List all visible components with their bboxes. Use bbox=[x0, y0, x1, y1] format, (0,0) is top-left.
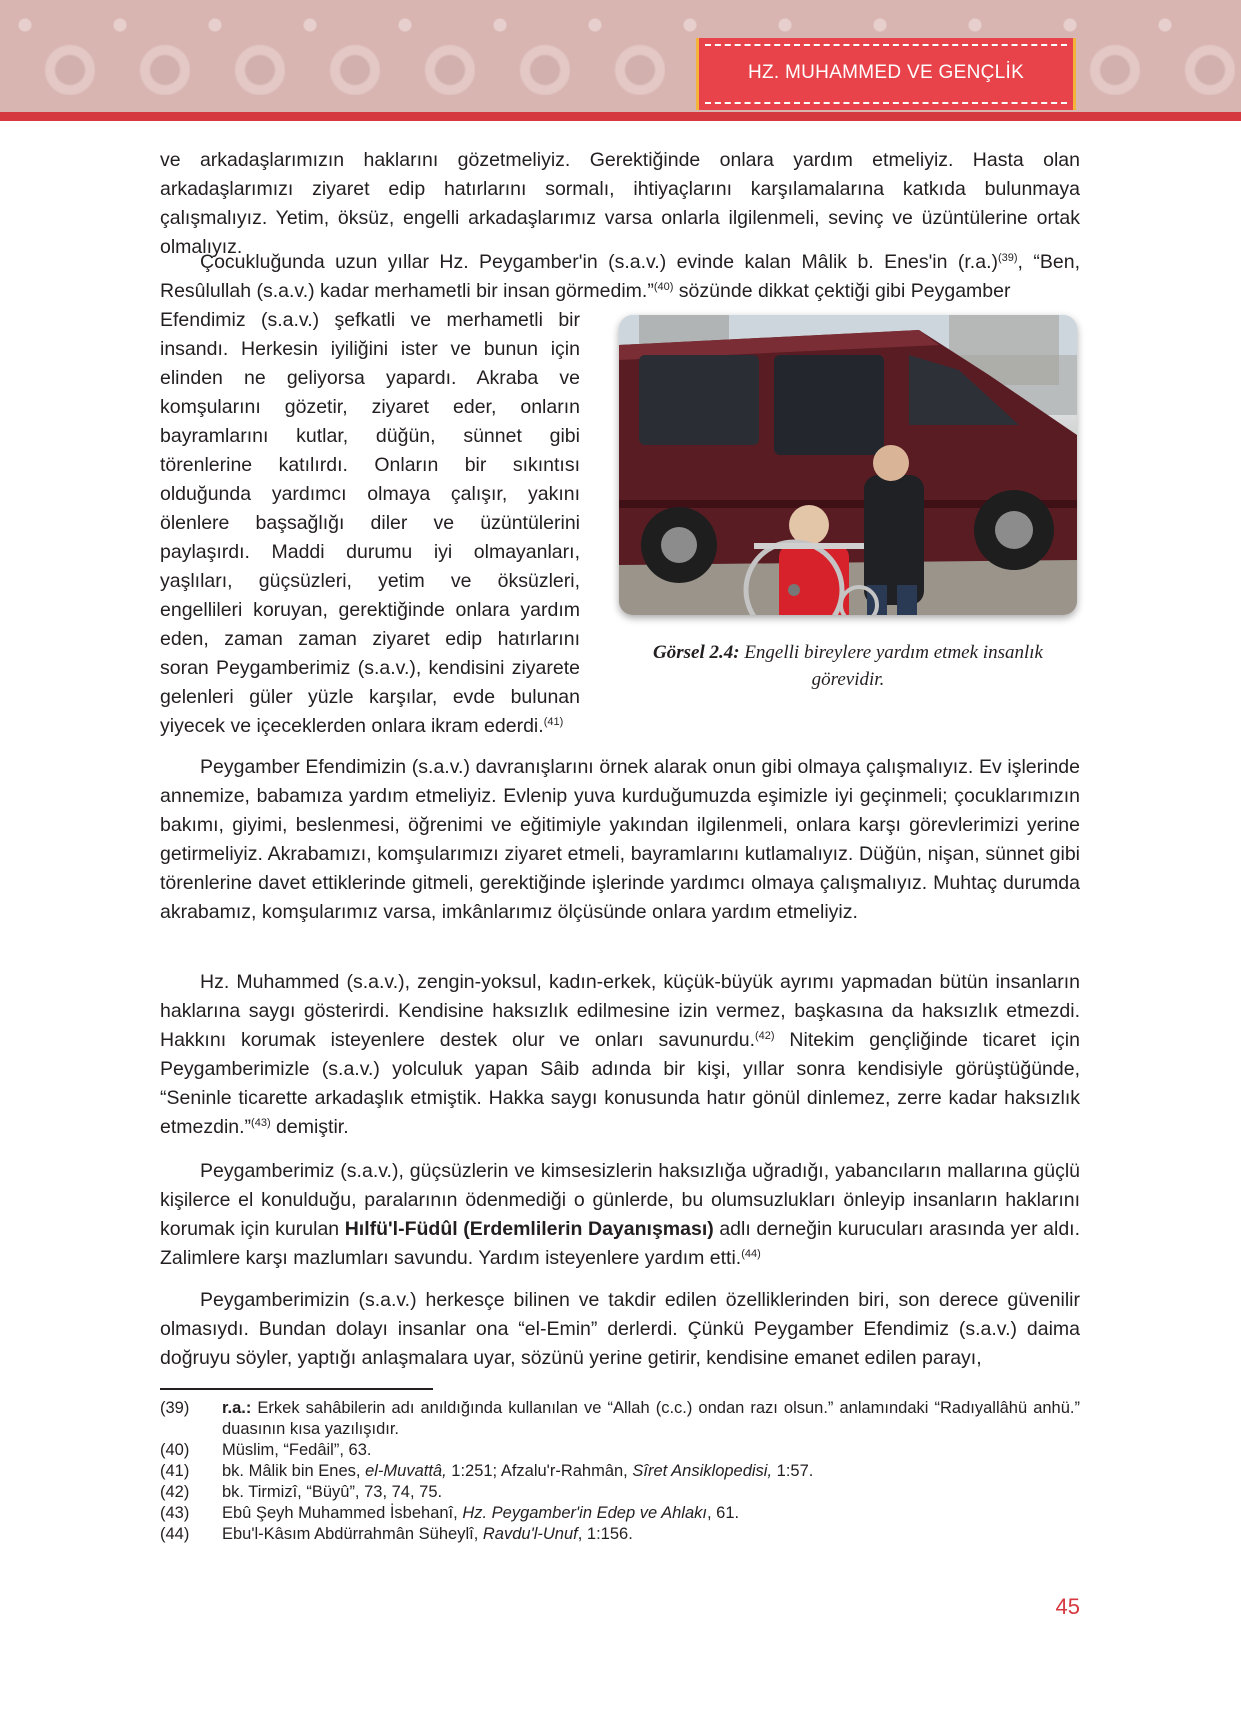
paragraph-2-column-text: Efendimiz (s.a.v.) şefkatli ve merhametli bir insandı. Herkesin iyiliğini ister ve bunun için elinden ne geliyorsa yapardı. Akraba ve komşularını gözetir, ziyaret eder, onların bayramlarını kutlar, düğün, sünnet gibi törenlerine katılırdı. Onların bir sıkıntısı olduğunda yardımcı olmaya çalışır, yakını ölenlere başsağlığı diler ve üzüntülerini paylaşırdı. Maddi durumu iyi olmayanları, yaşlıları, güçsüzleri, yetim ve öksüzleri, engellileri koruyan, gerektiğinde onlara yardım eden, zaman zaman ziyaret edip hatırlarını soran Peygamberimiz (s.a.v.), kendisini ziyarete gelenleri güler yüzle karşılar, evde bulunan yiyecek ve içeceklerden onlara ikram ederdi. bbox=[160, 309, 580, 737]
footnote-number: (43) bbox=[160, 1504, 190, 1522]
footnote-41 bbox=[160, 1461, 1080, 1482]
paragraph-4-text-a: Hz. Muhammed (s.a.v.), zengin-yoksul, kadın-erkek, küçük-büyük ayrımı yapmadan bütün insanların haklarına saygı gösterirdi. Kendisine haksızlık edilmesine izin vermez, başkasına da haksızlık etmezdi. Hakkını korumak isteyenlere destek olur ve onları savunurdu. bbox=[160, 971, 1080, 1051]
paragraph-6-text: Peygamberimizin (s.a.v.) herkesçe bilinen ve takdir edilen özelliklerinden biri, son derece güvenilir olmasıydı. Bundan dolayı insanlar ona “el-Emin” derlerdi. Çünkü Peygamber Efendimiz (s.a.v.) daima doğruyu söyler, yaptığı anlaşmalara uyar, sözünü yerine getirir, kendisine emanet edilen parayı, bbox=[160, 1289, 1080, 1369]
paragraph-3-text: Peygamber Efendimizin (s.a.v.) davranışlarını örnek alarak onun gibi olmaya çalışmalıyız. Ev işlerinde annemize, babamıza yardım etmeliyiz. Evlenip yuva kurduğumuzda eşimizle iyi geçinmeli; çocuklarımızın bakımı, giyimi, beslenmesi, öğrenimi ve eğitimiyle yakından ilgilenmeli, onlara karşı görevlerimizi yerine getirmeliyiz. Akrabamızı, komşularımızı ziyaret etmeli, bayramlarını kutlamalıyız. Düğün, nişan, sünnet gibi törenlerine davet ettiklerinde gitmeli, gerektiğinde işlerinde yardımcı olmaya çalışmalıyız. Muhtaç durumda akrabamız, komşularımız varsa, imkânlarımız ölçüsünde onlara yardım etmeliyiz. bbox=[160, 756, 1080, 923]
footnote-ref-43: (43) bbox=[251, 1117, 271, 1129]
paragraph-2-text-a: Çocukluğunda uzun yıllar Hz. Peygamber'in (s.a.v.) evinde kalan Mâlik b. Enes'in (r.a.) bbox=[200, 251, 998, 273]
paragraph-2-text-b: , “Ben, Resûlullah (s.a.v.) kadar merhametli bir insan görmedim.” bbox=[160, 251, 1080, 302]
footnote-text: Müslim, “Fedâil”, 63. bbox=[222, 1441, 372, 1459]
footnote-text: , 1:156. bbox=[577, 1525, 633, 1543]
page-number: 45 bbox=[1055, 1594, 1080, 1619]
paragraph-5-bold-term: Hılfü'l-Füdûl (Erdemlilerin Dayanışması) bbox=[344, 1218, 714, 1240]
figure-caption bbox=[619, 639, 1077, 693]
figure-caption-text: Engelli bireylere yardım etmek insanlık görevidir. bbox=[744, 642, 1043, 690]
footnote-text: 1:251; Afzalu'r-Rahmân, bbox=[446, 1462, 633, 1480]
footnote-text: bk. Mâlik bin Enes, bbox=[222, 1462, 366, 1480]
paragraph-1-text: ve arkadaşlarımızın haklarını gözetmeliyiz. Gerektiğinde onlara yardım etmeliyiz. Hasta olan arkadaşlarımızı ziyaret edip hatırlarını sormalı, ihtiyaçlarını karşılamalarına katkıda bulunmaya çalışmalıyız. Yetim, öksüz, engelli arkadaşlarımız varsa onlarla ilgilenmeli, sevinç ve üzüntülerine ortak olmalıyız. bbox=[160, 149, 1080, 258]
footnote-source-title: Hz. Peygamber'in Edep ve Ahlakı bbox=[462, 1504, 707, 1522]
footnote-text: Ebu'l-Kâsım Abdürrahmân Süheylî, bbox=[222, 1525, 483, 1543]
footnote-ref-40: (40) bbox=[653, 281, 674, 293]
footnote-43 bbox=[160, 1503, 1080, 1524]
footnote-number: (39) bbox=[160, 1399, 190, 1417]
paragraph-2-column bbox=[160, 306, 580, 741]
footnote-39 bbox=[160, 1398, 1080, 1440]
paragraph-2-text-c: sözünde dikkat çektiği gibi Peygamber bbox=[673, 280, 1011, 302]
footnote-number: (40) bbox=[160, 1441, 190, 1459]
footnotes bbox=[160, 1398, 1080, 1545]
footnote-ref-39: (39) bbox=[997, 252, 1018, 264]
footnote-number: (41) bbox=[160, 1462, 190, 1480]
footnote-ref-41: (41) bbox=[543, 716, 564, 728]
tab-dashed-bottom bbox=[705, 102, 1067, 104]
paragraph-4 bbox=[160, 968, 1080, 1142]
footnote-text: 1:57. bbox=[772, 1462, 814, 1480]
paragraph-3 bbox=[160, 753, 1080, 927]
paragraph-6 bbox=[160, 1286, 1080, 1373]
footnote-ref-42: (42) bbox=[754, 1030, 775, 1042]
footnote-source-title: Sîret Ansiklopedisi, bbox=[632, 1462, 773, 1480]
footnote-text: bk. Tirmizî, “Büyû”, 73, 74, 75. bbox=[222, 1483, 443, 1501]
wheelchair-assist-illustration bbox=[619, 315, 1077, 615]
figure-caption-label: Görsel 2.4: bbox=[653, 642, 740, 663]
paragraph-5-text-a: Peygamberimiz (s.a.v.), güçsüzlerin ve kimsesizlerin haksızlığa uğradığı, yabancıların mallarına güçlü kişilerce el konulduğu, paralarının ödenmediği o günlerde, bu olumsuzlukları önleyip insanların haklarını korumak için kurulan bbox=[160, 1160, 1080, 1240]
footnote-42 bbox=[160, 1482, 1080, 1503]
paragraph-5 bbox=[160, 1157, 1080, 1273]
figure-photo bbox=[619, 315, 1077, 615]
paragraph-4-text-c: demiştir. bbox=[270, 1116, 349, 1138]
header-rule bbox=[0, 112, 1241, 121]
footnote-number: (42) bbox=[160, 1483, 190, 1501]
footnote-text: , 61. bbox=[706, 1504, 740, 1522]
paragraph-2-intro bbox=[160, 248, 1080, 306]
footnote-term: r.a.: bbox=[222, 1399, 252, 1417]
header-tab bbox=[696, 38, 1076, 110]
footnote-40 bbox=[160, 1440, 1080, 1461]
paragraph-4-text-b: Nitekim gençliğinde ticaret için Peygamberimizle (s.a.v.) yolculuk yapan Sâib adında bir kişi, yıllar sonra kendisiyle görüştüğünde, “Seninle ticarette arkadaşlık etmiştik. Hakka saygı konusunda hatır gönül dinlemez, zerre kadar haksızlık etmezdin.” bbox=[160, 1029, 1080, 1138]
footnote-text: Ebû Şeyh Muhammed İsbehanî, bbox=[222, 1504, 463, 1522]
footnote-44 bbox=[160, 1524, 1080, 1545]
tab-dashed-top bbox=[705, 44, 1067, 46]
footnote-source-title: el-Muvattâ, bbox=[365, 1462, 447, 1480]
paragraph-5-text-b: adlı derneğin kurucuları arasında yer aldı. Zalimlere karşı mazlumları savundu. Yardım isteyenlere yardım etti. bbox=[160, 1218, 1080, 1269]
footnote-ref-44: (44) bbox=[741, 1248, 761, 1260]
footnote-separator bbox=[160, 1388, 433, 1390]
paragraph-1 bbox=[160, 146, 1080, 262]
footnote-text: Erkek sahâbilerin adı anıldığında kullanılan ve “Allah (c.c.) ondan razı olsun.” anlamındaki “Radıyallâhü anhü.” duasının kısa yazılışıdır. bbox=[222, 1399, 1080, 1438]
footnote-number: (44) bbox=[160, 1525, 190, 1543]
footnote-source-title: Ravdu'l-Unuf bbox=[482, 1525, 578, 1543]
header-title: HZ. MUHAMMED VE GENÇLİK bbox=[747, 62, 1025, 83]
